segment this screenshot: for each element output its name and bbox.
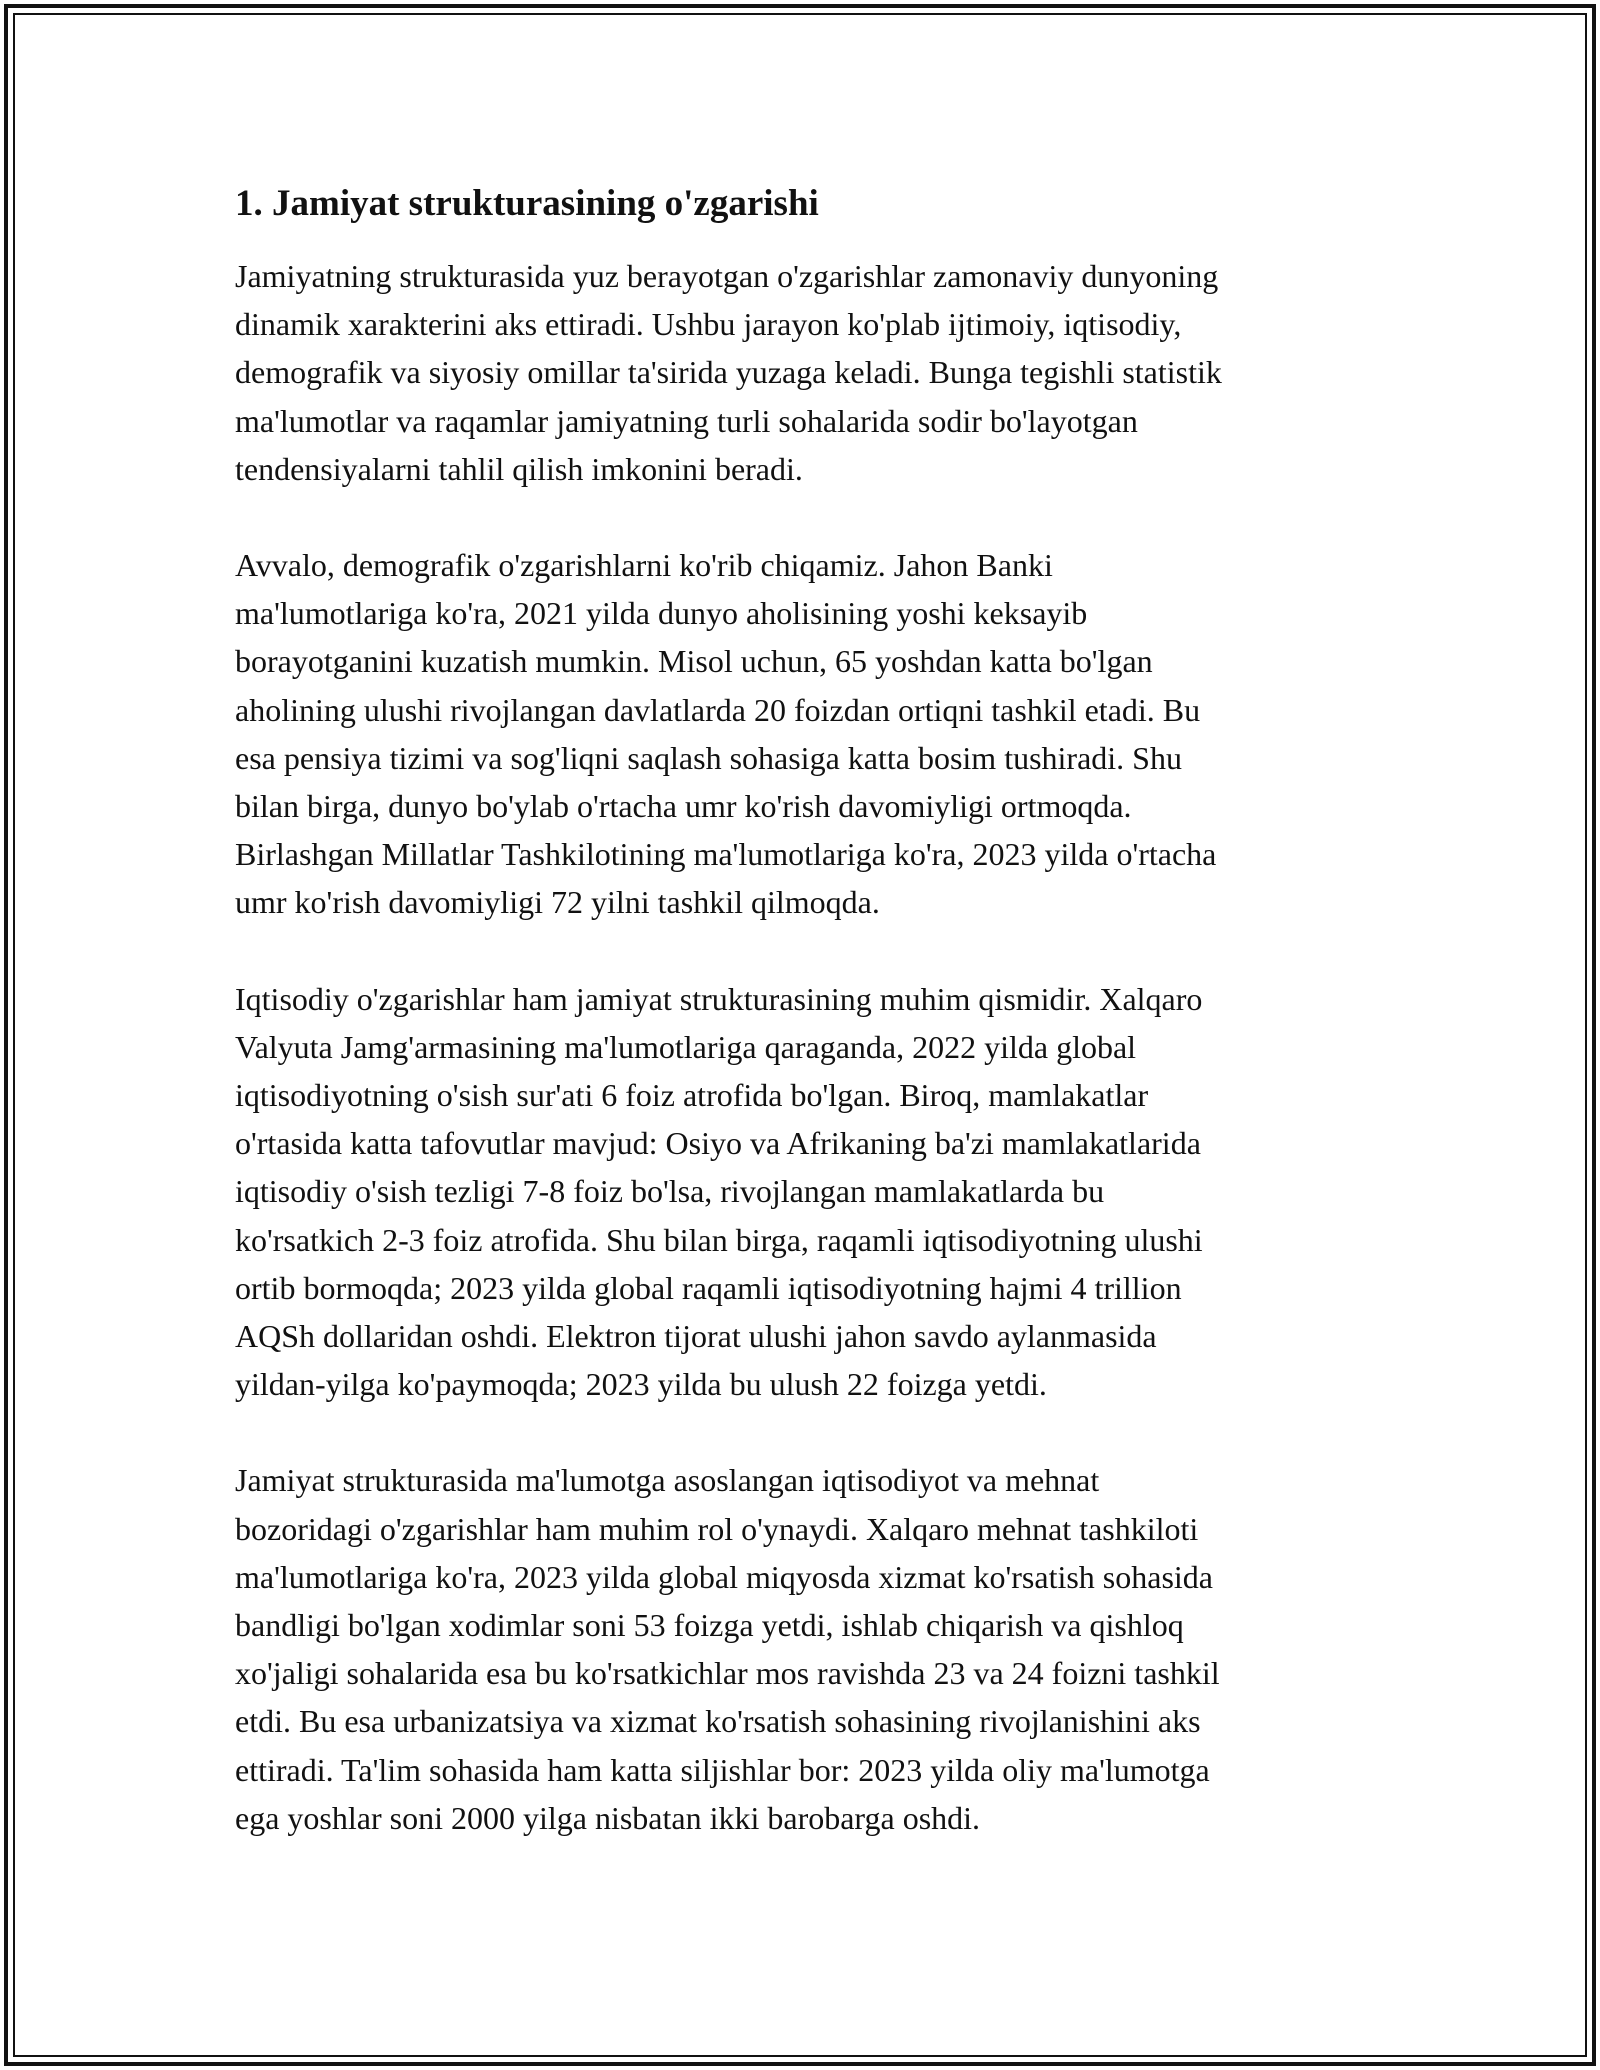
text-line: Valyuta Jamg'armasining ma'lumotlariga qaraganda, 2022 yilda global [235,1028,1137,1065]
text-line: AQSh dollaridan oshdi. Elektron tijorat ulushi jahon savdo aylanmasida [235,1318,1157,1355]
paragraph-economic [235,975,1370,1409]
text-line: xo'jaligi sohalarida esa bu ko'rsatkichlar mos ravishda 23 va 24 foizni tashkil [235,1655,1220,1692]
document-body [235,180,1370,1890]
text-line: aholining ulushi rivojlangan davlatlarda 20 foizdan ortiqni tashkil etadi. Bu [235,691,1201,728]
text-line: esa pensiya tizimi va sog'liqni saqlash sohasiga katta bosim tushiradi. Shu [235,739,1182,776]
paragraph-intro [235,252,1370,493]
paragraph-labor-market [235,1456,1370,1842]
text-line: bandligi bo'lgan xodimlar soni 53 foizga yetdi, ishlab chiqarish va qishloq [235,1607,1184,1644]
text-line: tendensiyalarni tahlil qilish imkonini beradi. [235,450,803,487]
section-heading: 1. Jamiyat strukturasining o'zgarishi [235,183,819,224]
text-line: Iqtisodiy o'zgarishlar ham jamiyat strukturasining muhim qismidir. Xalqaro [235,980,1203,1017]
text-line: bilan birga, dunyo bo'ylab o'rtacha umr ko'rish davomiyligi ortmoqda. [235,788,1132,825]
text-line: umr ko'rish davomiyligi 72 yilni tashkil qilmoqda. [235,884,880,921]
text-line: ma'lumotlar va raqamlar jamiyatning turli sohalarida sodir bo'layotgan [235,402,1138,439]
text-line: ettiradi. Ta'lim sohasida ham katta siljishlar bor: 2023 yilda oliy ma'lumotga [235,1751,1210,1788]
text-line: o'rtasida katta tafovutlar mavjud: Osiyo va Afrikaning ba'zi mamlakatlarida [235,1125,1201,1162]
text-line: borayotganini kuzatish mumkin. Misol uchun, 65 yoshdan katta bo'lgan [235,643,1153,680]
text-line: ko'rsatkich 2-3 foiz atrofida. Shu bilan birga, raqamli iqtisodiyotning ulushi [235,1221,1203,1258]
text-line: bozoridagi o'zgarishlar ham muhim rol o'ynaydi. Xalqaro mehnat tashkiloti [235,1510,1199,1547]
text-line: ma'lumotlariga ko'ra, 2021 yilda dunyo aholisining yoshi keksayib [235,595,1088,632]
text-line: ega yoshlar soni 2000 yilga nisbatan ikki barobarga oshdi. [235,1799,981,1836]
text-line: iqtisodiyotning o'sish sur'ati 6 foiz atrofida bo'lgan. Biroq, mamlakatlar [235,1077,1149,1114]
text-line: Avvalo, demografik o'zgarishlarni ko'rib chiqamiz. Jahon Banki [235,547,1053,584]
text-line: etdi. Bu esa urbanizatsiya va xizmat ko'rsatish sohasining rivojlanishini aks [235,1703,1201,1740]
text-line: ortib bormoqda; 2023 yilda global raqamli iqtisodiyotning hajmi 4 trillion [235,1269,1182,1306]
paragraph-demographic [235,541,1370,927]
text-line: demografik va siyosiy omillar ta'sirida yuzaga keladi. Bunga tegishli statistik [235,354,1222,391]
text-line: Birlashgan Millatlar Tashkilotining ma'lumotlariga ko'ra, 2023 yilda o'rtacha [235,836,1217,873]
text-line: Jamiyatning strukturasida yuz berayotgan o'zgarishlar zamonaviy dunyoning [235,258,1219,294]
text-line: dinamik xarakterini aks ettiradi. Ushbu jarayon ko'plab ijtimoiy, iqtisodiy, [235,306,1182,343]
text-line: Jamiyat strukturasida ma'lumotga asoslangan iqtisodiyot va mehnat [235,1462,1100,1499]
text-line: iqtisodiy o'sish tezligi 7-8 foiz bo'lsa, rivojlangan mamlakatlarda bu [235,1173,1105,1210]
text-line: ma'lumotlariga ko'ra, 2023 yilda global miqyosda xizmat ko'rsatish sohasida [235,1558,1213,1595]
text-line: yildan-yilga ko'paymoqda; 2023 yilda bu ulush 22 foizga yetdi. [235,1366,1047,1403]
